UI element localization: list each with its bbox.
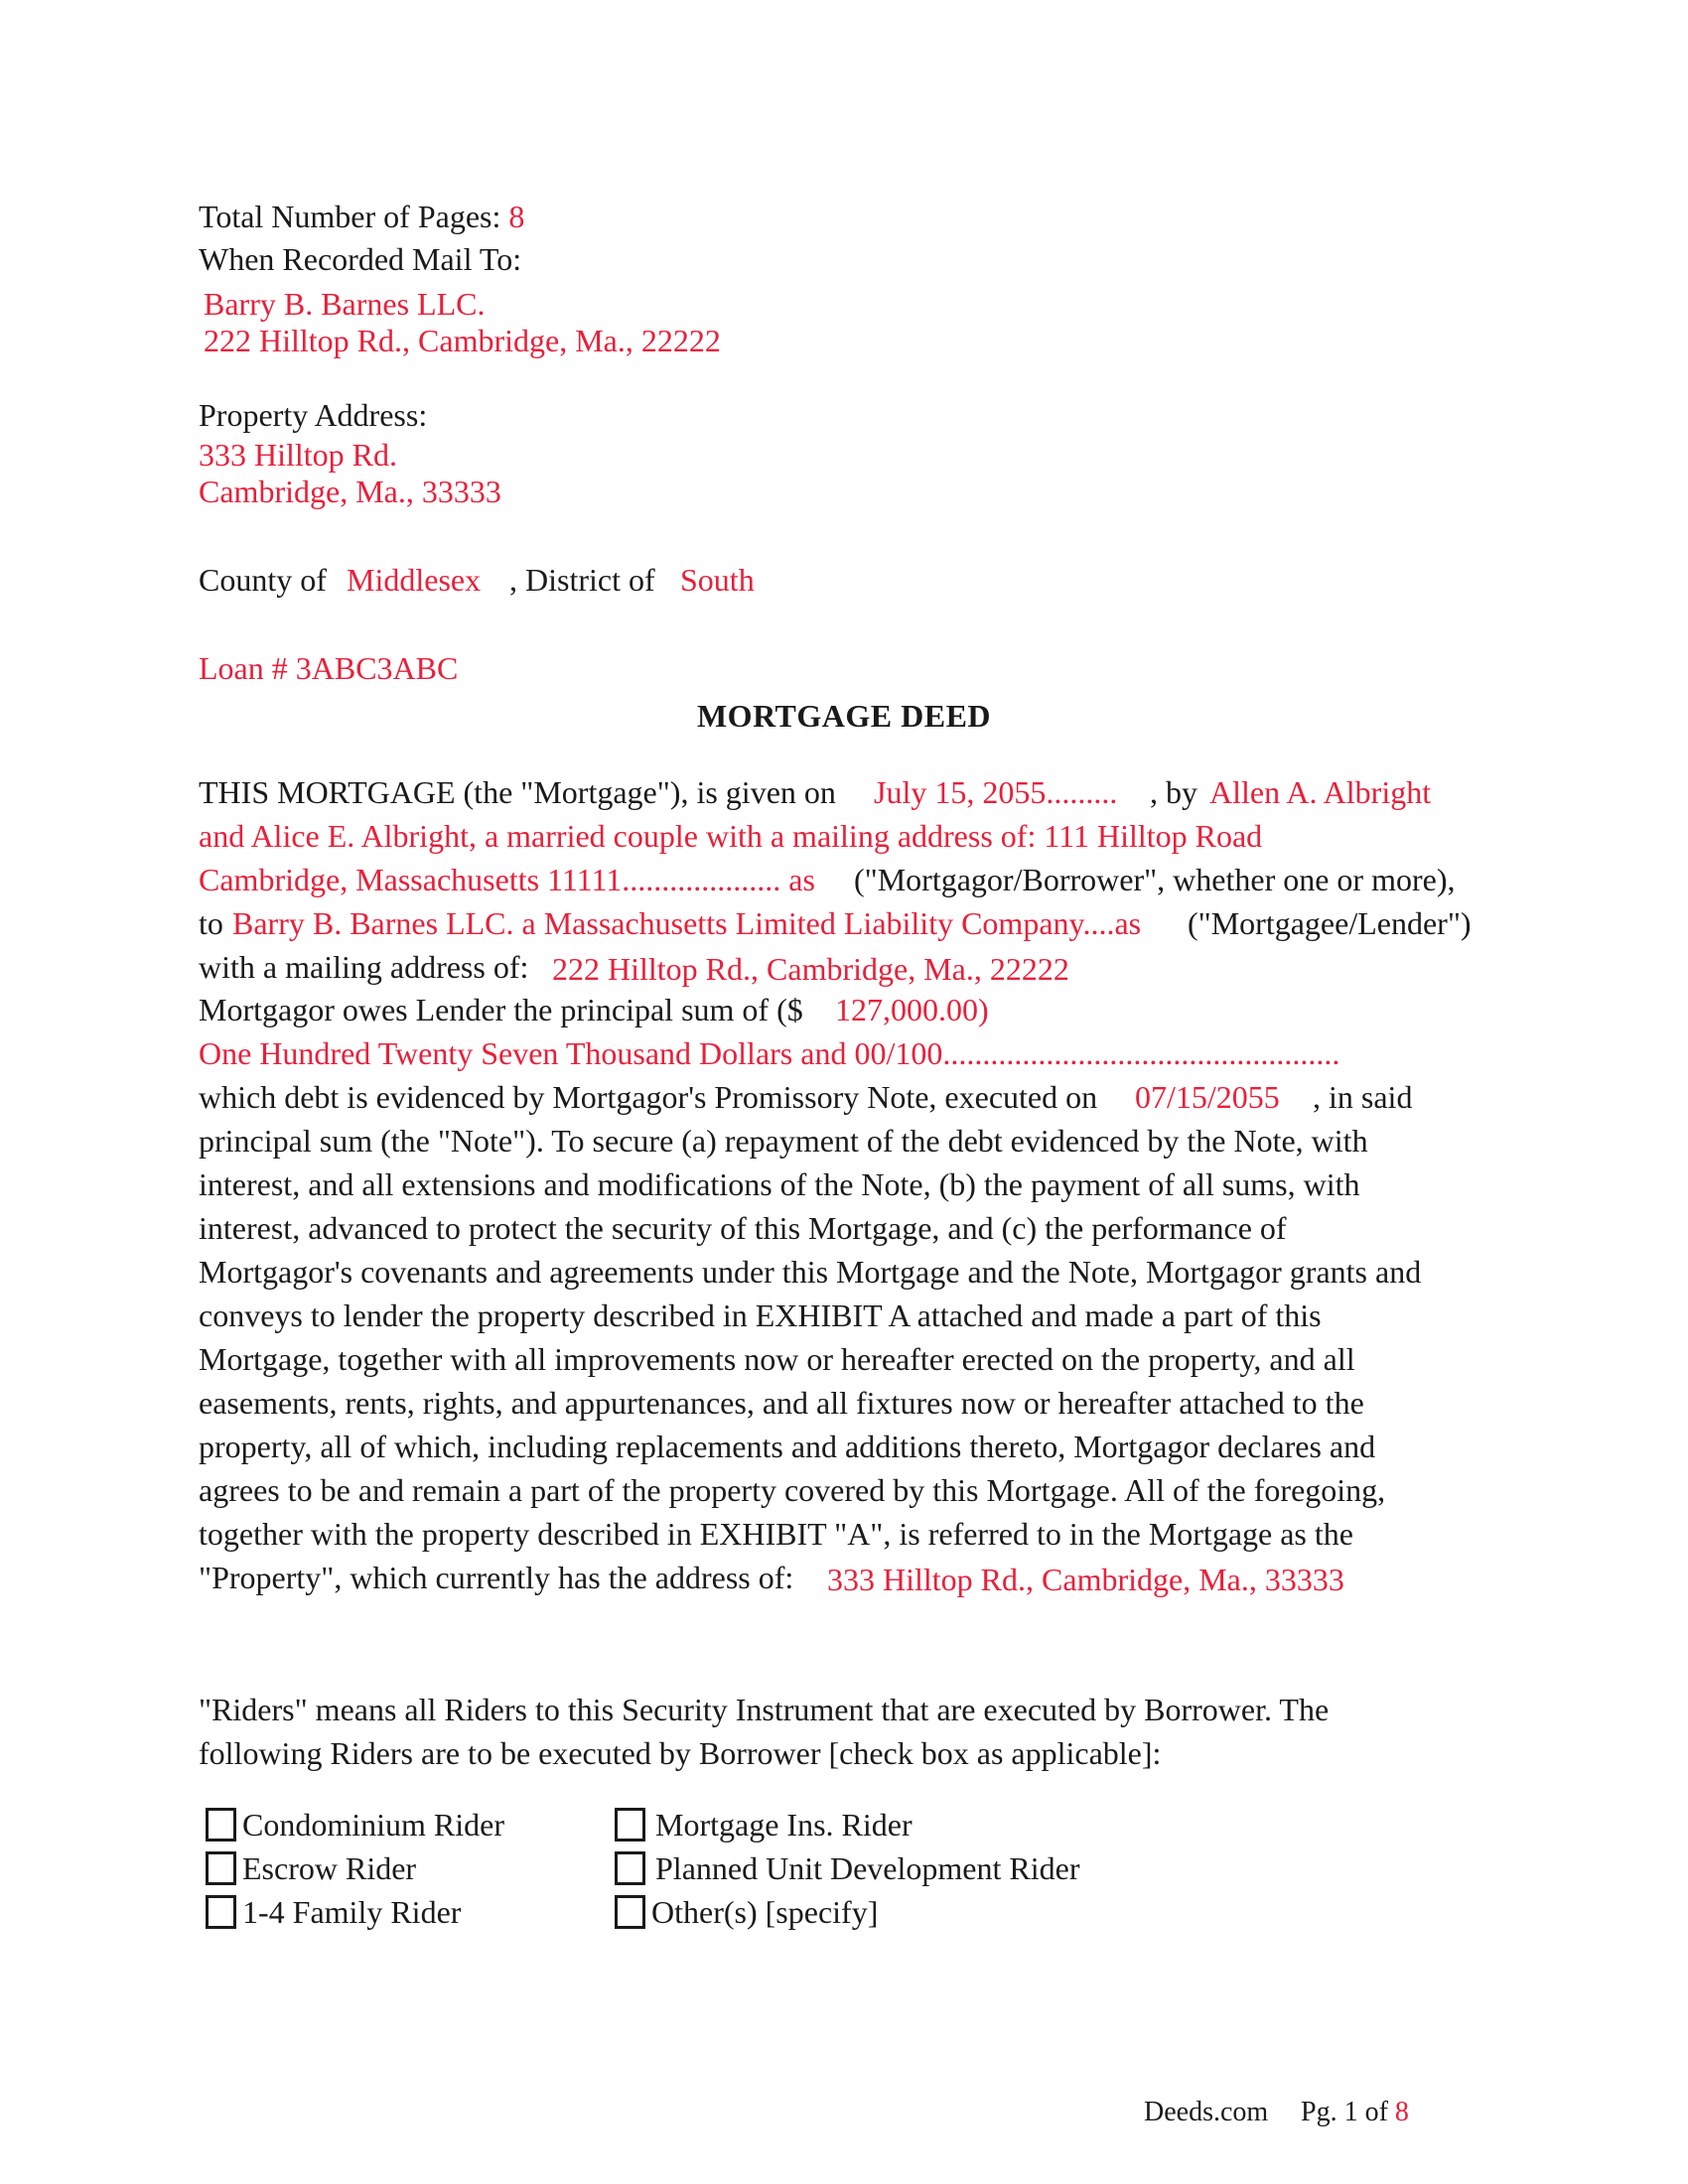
mail-to-label: When Recorded Mail To: bbox=[199, 241, 522, 277]
footer-page-number bbox=[1301, 2097, 1409, 2128]
riders-intro-2: following Riders are to be executed by Borrower [check box as applicable]: bbox=[199, 1735, 1162, 1771]
rider-pud[interactable] bbox=[615, 1850, 1079, 1887]
body-line-8b: , in said bbox=[1313, 1079, 1413, 1115]
body-line-18: together with the property described in EXHIBIT "A", is referred to in the Mortgage as the bbox=[199, 1516, 1353, 1552]
date-given: July 15, 2055......... bbox=[874, 774, 1118, 810]
family-label: 1-4 Family Rider bbox=[242, 1894, 462, 1930]
others-checkbox[interactable] bbox=[615, 1895, 645, 1929]
loan-number-line bbox=[199, 650, 458, 687]
property-address-label: Property Address: bbox=[199, 397, 428, 433]
district-label: , District of bbox=[509, 562, 655, 598]
borrower-name: Allen A. Albright bbox=[1209, 774, 1432, 810]
body-line-12: Mortgagor's covenants and agreements under this Mortgage and the Note, Mortgagor grants and bbox=[199, 1254, 1422, 1290]
body-line-17: agrees to be and remain a part of the property covered by this Mortgage. All of the foregoing, bbox=[199, 1472, 1386, 1508]
loan-value: 3ABC3ABC bbox=[295, 650, 459, 686]
body-line-19a: "Property", which currently has the address of: bbox=[199, 1560, 794, 1595]
rider-family[interactable] bbox=[206, 1894, 461, 1931]
mortgage-ins-checkbox[interactable] bbox=[615, 1808, 645, 1842]
rider-condominium[interactable] bbox=[206, 1807, 504, 1843]
body-line-13: conveys to lender the property described in EXHIBIT A attached and made a part of this bbox=[199, 1297, 1322, 1333]
property-address-inline: 333 Hilltop Rd., Cambridge, Ma., 33333 bbox=[827, 1562, 1344, 1597]
district-value: South bbox=[680, 562, 755, 598]
family-checkbox[interactable] bbox=[206, 1895, 236, 1929]
borrower-line-2: and Alice E. Albright, a married couple with a mailing address of: 111 Hilltop Road bbox=[199, 818, 1263, 854]
rider-others[interactable] bbox=[615, 1894, 878, 1931]
body-line-4a: to bbox=[199, 905, 223, 941]
body-line-1b: , by bbox=[1150, 774, 1197, 810]
footer-page-total: 8 bbox=[1394, 2097, 1409, 2127]
mail-to-name: Barry B. Barnes LLC. bbox=[204, 286, 486, 322]
note-date: 07/15/2055 bbox=[1135, 1079, 1280, 1115]
body-line-8a: which debt is evidenced by Mortgagor's Promissory Note, executed on bbox=[199, 1079, 1098, 1115]
condominium-checkbox[interactable] bbox=[206, 1808, 236, 1842]
lender-address: 222 Hilltop Rd., Cambridge, Ma., 22222 bbox=[552, 951, 1069, 987]
body-line-3b: ("Mortgagor/Borrower", whether one or more), bbox=[854, 862, 1456, 897]
rider-mortgage-ins[interactable] bbox=[615, 1807, 913, 1843]
body-line-4b: ("Mortgagee/Lender") bbox=[1188, 905, 1472, 941]
borrower-line-3: Cambridge, Massachusetts 11111.................... as bbox=[199, 862, 815, 897]
footer-page-label: Pg. 1 of bbox=[1301, 2097, 1388, 2127]
body-line-6a: Mortgagor owes Lender the principal sum of ($ bbox=[199, 992, 803, 1027]
body-line-1a: THIS MORTGAGE (the "Mortgage"), is given on bbox=[199, 774, 836, 810]
county-value: Middlesex bbox=[347, 562, 482, 598]
body-line-15: easements, rents, rights, and appurtenances, and all fixtures now or hereafter attached to the bbox=[199, 1385, 1364, 1421]
principal-amount: 127,000.00) bbox=[835, 992, 989, 1027]
total-pages-value: 8 bbox=[508, 199, 525, 234]
pud-checkbox[interactable] bbox=[615, 1851, 645, 1885]
total-pages-line bbox=[199, 199, 524, 235]
total-pages-label: Total Number of Pages: bbox=[199, 199, 501, 234]
others-label: Other(s) [specify] bbox=[651, 1894, 879, 1930]
escrow-checkbox[interactable] bbox=[206, 1851, 236, 1885]
property-address-line1: 333 Hilltop Rd. bbox=[199, 437, 398, 473]
body-line-10: interest, and all extensions and modifications of the Note, (b) the payment of all sums, with bbox=[199, 1166, 1360, 1202]
body-line-11: interest, advanced to protect the security of this Mortgage, and (c) the performance of bbox=[199, 1210, 1287, 1246]
mortgage-ins-label: Mortgage Ins. Rider bbox=[655, 1807, 913, 1843]
riders-intro-1: "Riders" means all Riders to this Security Instrument that are executed by Borrower. The bbox=[199, 1692, 1330, 1727]
body-line-5a: with a mailing address of: bbox=[199, 949, 529, 985]
rider-escrow[interactable] bbox=[206, 1850, 416, 1887]
amount-in-words: One Hundred Twenty Seven Thousand Dollars and 00/100.................................................. bbox=[199, 1035, 1340, 1071]
loan-label: Loan # bbox=[199, 650, 288, 686]
county-label: County of bbox=[199, 562, 327, 598]
mail-to-address: 222 Hilltop Rd., Cambridge, Ma., 22222 bbox=[204, 323, 721, 358]
escrow-label: Escrow Rider bbox=[242, 1850, 417, 1886]
footer-site: Deeds.com bbox=[1144, 2097, 1269, 2127]
body-line-14: Mortgage, together with all improvements now or hereafter erected on the property, and all bbox=[199, 1341, 1355, 1377]
pud-label: Planned Unit Development Rider bbox=[655, 1850, 1080, 1886]
lender-name: Barry B. Barnes LLC. a Massachusetts Limited Liability Company....as bbox=[232, 905, 1142, 941]
property-address-line2: Cambridge, Ma., 33333 bbox=[199, 474, 501, 509]
body-line-9: principal sum (the "Note"). To secure (a) repayment of the debt evidenced by the Note, with bbox=[199, 1123, 1368, 1159]
condominium-label: Condominium Rider bbox=[242, 1807, 504, 1843]
body-line-16: property, all of which, including replacements and additions thereto, Mortgagor declares and bbox=[199, 1429, 1376, 1464]
document-title: MORTGAGE DEED bbox=[696, 698, 992, 734]
